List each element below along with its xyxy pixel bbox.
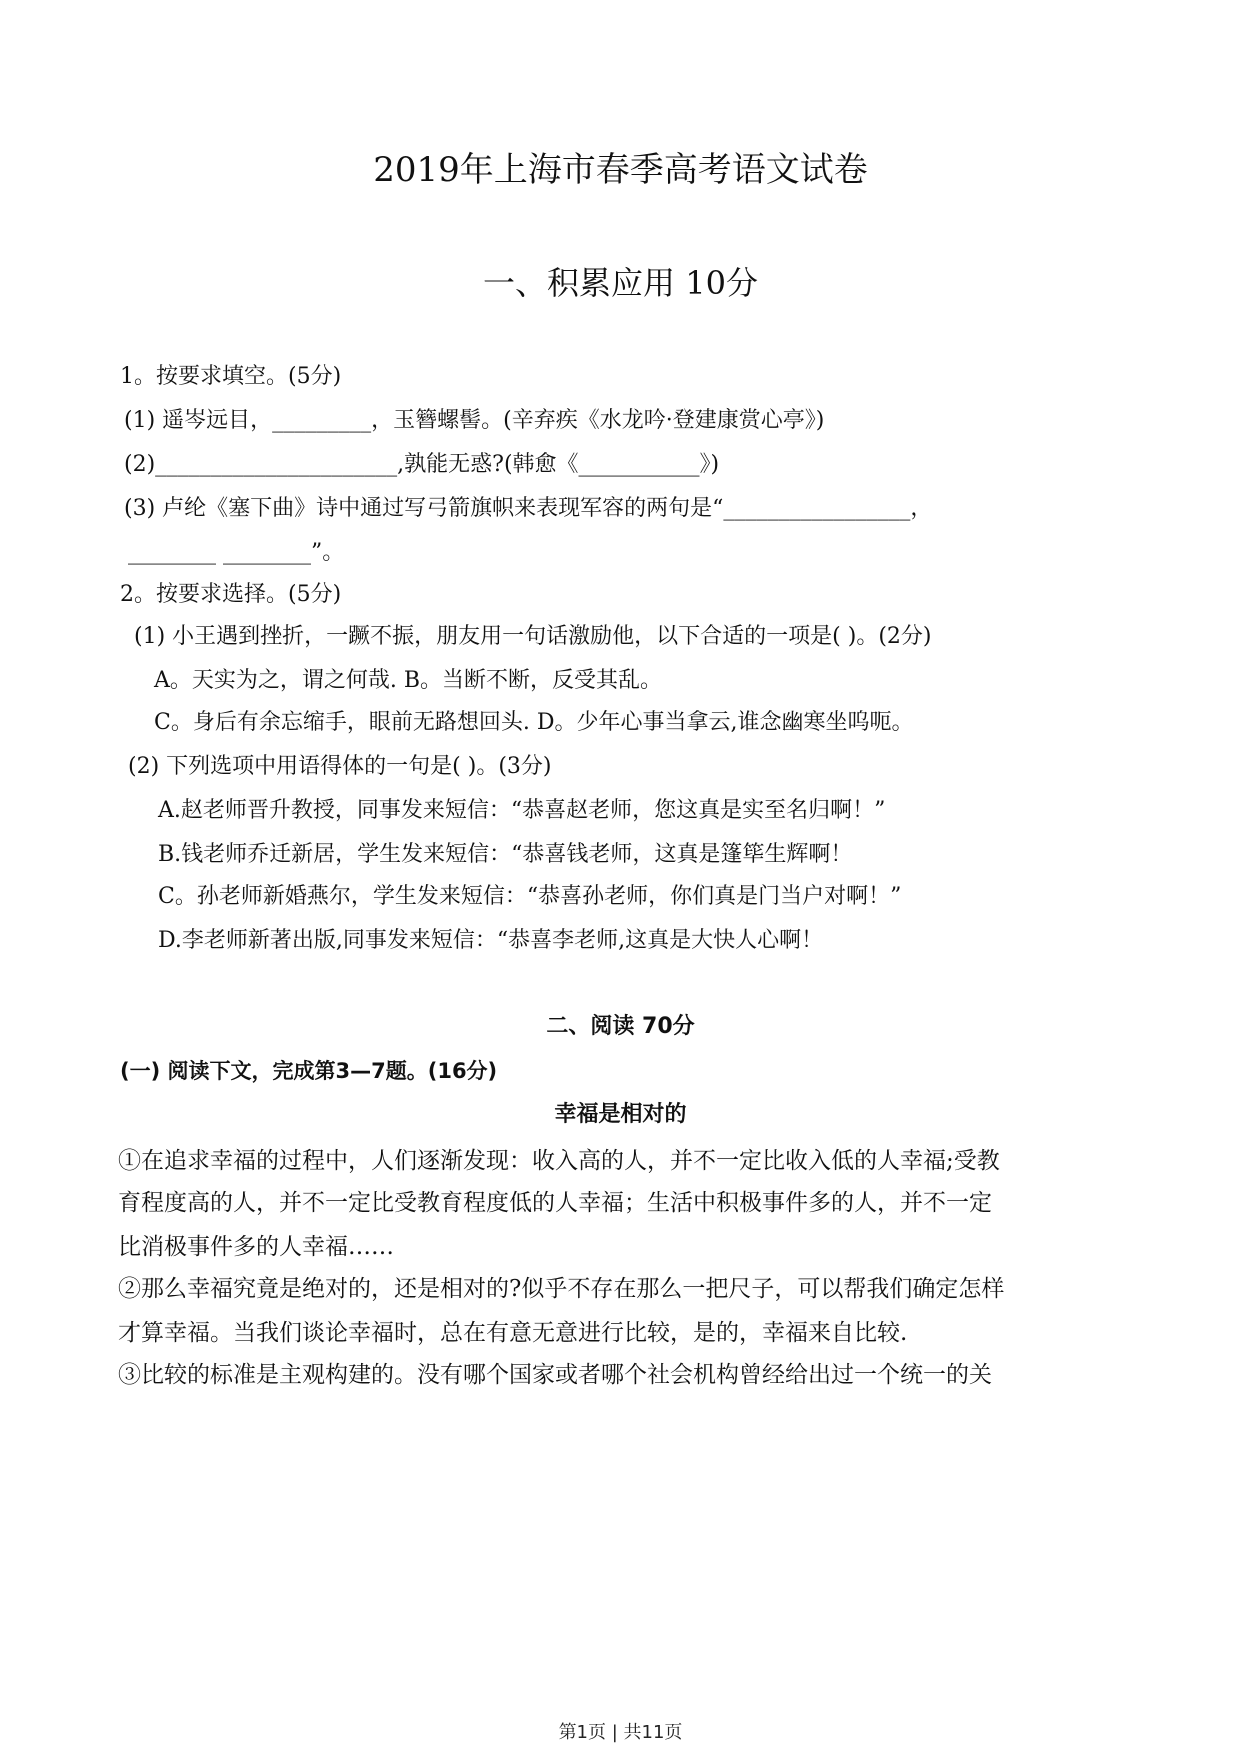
page-footer: 第1页 | 共11页: [558, 1722, 683, 1743]
section-heading-accumulation: 一、积累应用 10分: [483, 264, 758, 302]
question-2-2-option-b: B.钱老师乔迁新居，学生发来短信：“恭喜钱老师，这真是篷筚生辉啊！: [158, 842, 853, 867]
article-line-3: 比消极事件多的人幸福……: [118, 1234, 394, 1260]
question-2-1-options-cd: C。身后有余忘缩手，眼前无路想回头. D。少年心事当拿云,谁念幽寒坐呜呃。: [154, 710, 914, 735]
question-2-2-stem: (2) 下列选项中用语得体的一句是( )。(3分): [128, 754, 552, 779]
reading-part-1-heading: (一) 阅读下文，完成第3—7题。(16分): [120, 1059, 498, 1083]
page-title: 2019年上海市春季高考语文试卷: [373, 150, 868, 190]
section-heading-reading: 二、阅读 70分: [546, 1014, 695, 1039]
question-2-1-options-ab: A。天实为之，谓之何哉. B。当断不断，反受其乱。: [154, 668, 663, 693]
question-1-item-2: (2)______________________,孰能无惑?(韩愈《___________》): [124, 452, 720, 477]
question-1-item-3: (3) 卢纶《塞下曲》诗中通过写弓箭旗帜来表现军容的两句是“_________________，: [124, 496, 933, 521]
article-title: 幸福是相对的: [554, 1102, 687, 1127]
article-line-4: ②那么幸福究竟是绝对的，还是相对的?似乎不存在那么一把尺子，可以帮我们确定怎样: [118, 1276, 1005, 1302]
article-line-6: ③比较的标准是主观构建的。没有哪个国家或者哪个社会机构曾经给出过一个统一的关: [118, 1362, 992, 1388]
question-1-item-3-continued: ________ ________”。: [128, 540, 345, 565]
article-line-2: 育程度高的人，并不一定比受教育程度低的人幸福；生活中积极事件多的人，并不一定: [118, 1190, 992, 1216]
article-line-1: ①在追求幸福的过程中，人们逐渐发现：收入高的人，并不一定比收入低的人幸福;受教: [118, 1148, 1000, 1174]
question-2-2-option-c: C。孙老师新婚燕尔，学生发来短信：“恭喜孙老师，你们真是门当户对啊！”: [158, 884, 902, 909]
question-1-item-1: (1) 遥岑远目，_________，玉簪螺髻。(辛弃疾《水龙吟·登建康赏心亭》): [124, 408, 825, 433]
question-2-prompt: 2。按要求选择。(5分): [120, 582, 342, 607]
question-2-2-option-d: D.李老师新著出版,同事发来短信：“恭喜李老师,这真是大快人心啊！: [158, 928, 824, 953]
question-1-prompt: 1。按要求填空。(5分): [120, 364, 342, 389]
article-line-5: 才算幸福。当我们谈论幸福时，总在有意无意进行比较，是的，幸福来自比较.: [118, 1320, 908, 1346]
question-2-1-stem: (1) 小王遇到挫折，一蹶不振，朋友用一句话激励他，以下合适的一项是( )。(2分): [134, 624, 932, 649]
question-2-2-option-a: A.赵老师晋升教授，同事发来短信：“恭喜赵老师，您这真是实至名归啊！”: [158, 798, 886, 823]
